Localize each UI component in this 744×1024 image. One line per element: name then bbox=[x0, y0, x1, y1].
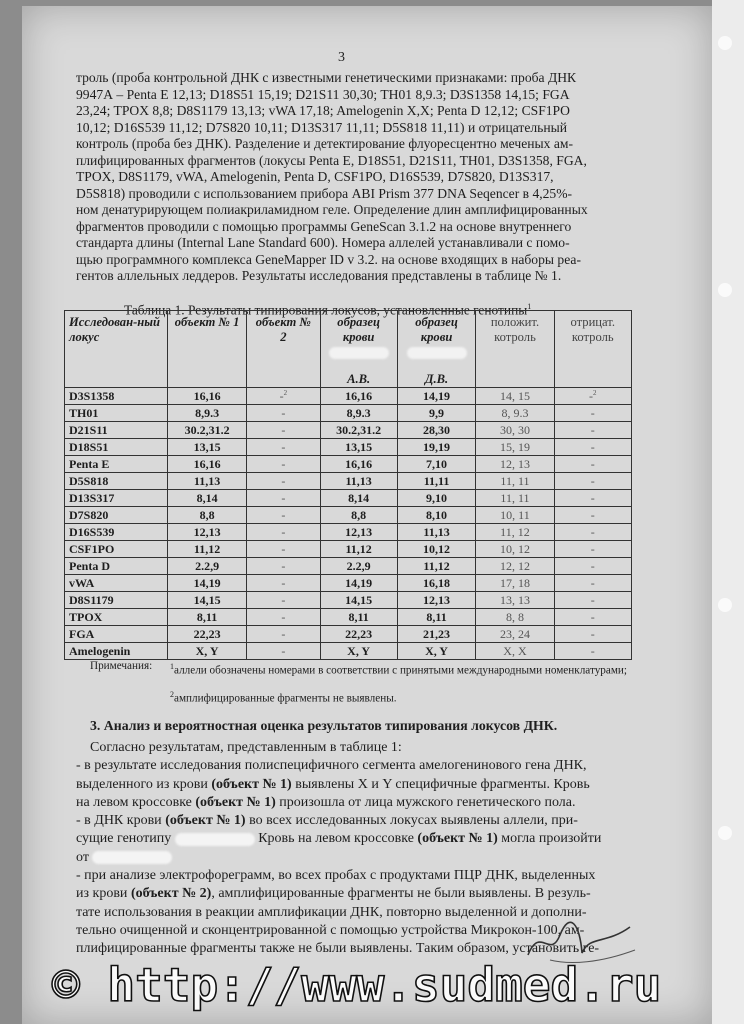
cell-obj2: - bbox=[247, 456, 320, 473]
cell-pos: 12, 12 bbox=[476, 558, 554, 575]
cell-b1: 12,13 bbox=[320, 524, 397, 541]
cell-b2: 19,19 bbox=[397, 439, 476, 456]
cell-neg: -$^2$ bbox=[554, 388, 631, 405]
redacted-name bbox=[329, 347, 389, 359]
cell-locus: D5S818 bbox=[65, 473, 168, 490]
cell-obj2: - bbox=[247, 643, 320, 660]
cell-neg: - bbox=[554, 473, 631, 490]
cell-obj1: 12,13 bbox=[168, 524, 247, 541]
cell-obj2: - bbox=[247, 439, 320, 456]
cell-b1: X, Y bbox=[320, 643, 397, 660]
header-object-2: объект № 2 bbox=[247, 311, 320, 388]
body-line: тате использования в реакции амплификации ДНК, повторно выделенной и дополни- bbox=[76, 904, 587, 920]
cell-b2: 11,11 bbox=[397, 473, 476, 490]
table-row bbox=[65, 626, 632, 643]
table-row bbox=[65, 541, 632, 558]
cell-locus: Penta E bbox=[65, 456, 168, 473]
cell-obj1: X, Y bbox=[168, 643, 247, 660]
table-row bbox=[65, 439, 632, 456]
cell-b1: 14,15 bbox=[320, 592, 397, 609]
cell-pos: 8, 9.3 bbox=[476, 405, 554, 422]
cell-b2: 10,12 bbox=[397, 541, 476, 558]
body-line: - при анализе электрофореграмм, во всех пробах с продуктами ПЦР ДНК, выделенных bbox=[76, 868, 596, 884]
cell-obj1: 14,19 bbox=[168, 575, 247, 592]
cell-locus: D3S1358 bbox=[65, 388, 168, 405]
cell-neg: - bbox=[554, 405, 631, 422]
body-line: тельно очищенной и сконцентрированной с помощью устройства Микрокон-100, ам- bbox=[76, 922, 585, 938]
cell-neg: - bbox=[554, 439, 631, 456]
cell-b1: 16,16 bbox=[320, 456, 397, 473]
punch-hole bbox=[718, 283, 732, 297]
cell-locus: FGA bbox=[65, 626, 168, 643]
genotype-table bbox=[64, 310, 632, 660]
cell-neg: - bbox=[554, 592, 631, 609]
cell-b2: X, Y bbox=[397, 643, 476, 660]
cell-locus: D18S51 bbox=[65, 439, 168, 456]
cell-obj1: 8,9.3 bbox=[168, 405, 247, 422]
cell-b2: 16,18 bbox=[397, 575, 476, 592]
cell-obj2: - bbox=[247, 507, 320, 524]
cell-obj1: 16,16 bbox=[168, 456, 247, 473]
cell-neg: - bbox=[554, 558, 631, 575]
cell-pos: 10, 12 bbox=[476, 541, 554, 558]
body-line: выделенного из крови (объект № 1) выявлены X и Y специфичные фрагменты. Кровь bbox=[76, 776, 590, 792]
cell-locus: D7S820 bbox=[65, 507, 168, 524]
body-line: плифицированные фрагменты также не были выявлены. Таким образом, установить ге- bbox=[76, 941, 600, 957]
cell-obj2: - bbox=[247, 558, 320, 575]
body-line: - в ДНК крови (объект № 1) во всех исследованных локусах выявлены аллели, при- bbox=[76, 813, 578, 829]
cell-obj1: 14,15 bbox=[168, 592, 247, 609]
cell-locus: D21S11 bbox=[65, 422, 168, 439]
cell-b1: 14,19 bbox=[320, 575, 397, 592]
table-row bbox=[65, 473, 632, 490]
cell-obj1: 16,16 bbox=[168, 388, 247, 405]
cell-b2: 12,13 bbox=[397, 592, 476, 609]
punch-hole bbox=[718, 598, 732, 612]
cell-obj1: 30.2,31.2 bbox=[168, 422, 247, 439]
intro-line: TPOX, D8S1179, vWA, Amelogenin, Penta D, CSF1PO, D16S539, D7S820, D13S317, bbox=[76, 169, 554, 184]
cell-b1: 30.2,31.2 bbox=[320, 422, 397, 439]
cell-obj2: - bbox=[247, 592, 320, 609]
cell-pos: 11, 11 bbox=[476, 490, 554, 507]
cell-obj2: - bbox=[247, 609, 320, 626]
cell-b2: 9,9 bbox=[397, 405, 476, 422]
cell-pos: 17, 18 bbox=[476, 575, 554, 592]
cell-b1: 16,16 bbox=[320, 388, 397, 405]
table-row bbox=[65, 609, 632, 626]
table-row bbox=[65, 456, 632, 473]
cell-b1: 2.2,9 bbox=[320, 558, 397, 575]
cell-obj1: 13,15 bbox=[168, 439, 247, 456]
page-number: 3 bbox=[338, 50, 345, 65]
cell-locus: TH01 bbox=[65, 405, 168, 422]
cell-obj1: 8,14 bbox=[168, 490, 247, 507]
table-caption: Таблица 1. Результаты типирования локусов, установленные генотипы$^1$ bbox=[124, 302, 532, 318]
cell-pos: 8, 8 bbox=[476, 609, 554, 626]
body-line: на левом кроссовке (объект № 1) произошла от лица мужского генетического пола. bbox=[76, 794, 576, 810]
cell-obj2: - bbox=[247, 490, 320, 507]
cell-b2: 11,13 bbox=[397, 524, 476, 541]
cell-b2: 21,23 bbox=[397, 626, 476, 643]
cell-obj2: - bbox=[247, 405, 320, 422]
punch-hole bbox=[718, 36, 732, 50]
cell-neg: - bbox=[554, 507, 631, 524]
table-row bbox=[65, 388, 632, 405]
cell-b1: 8,8 bbox=[320, 507, 397, 524]
cell-b2: 28,30 bbox=[397, 422, 476, 439]
intro-line: контроль (проба без ДНК). Разделение и детектирование флуоресцентно меченых ам- bbox=[76, 136, 574, 151]
cell-pos: 11, 12 bbox=[476, 524, 554, 541]
header-positive-control: положит. котроль bbox=[476, 311, 554, 388]
intro-line: плифицированных фрагментов (локусы Penta E, D18S51, D21S11, TH01, D3S1358, FGA, bbox=[76, 152, 587, 168]
cell-locus: TPOX bbox=[65, 609, 168, 626]
intro-line: D5S818) проводили с использованием прибора ABI Prism 377 DNA Seqencer в 4,25%- bbox=[76, 185, 573, 201]
cell-locus: D16S539 bbox=[65, 524, 168, 541]
cell-obj2: - bbox=[247, 422, 320, 439]
intro-line: гентов аллельных леддеров. Результаты исследования представлены в таблице № 1. bbox=[76, 268, 562, 283]
header-object-1: объект № 1 bbox=[168, 311, 247, 388]
table-row bbox=[65, 490, 632, 507]
cell-obj2: - bbox=[247, 575, 320, 592]
cell-neg: - bbox=[554, 541, 631, 558]
intro-line: троль (проба контрольной ДНК с известными генетическими признаками: проба ДНК bbox=[76, 70, 577, 85]
cell-obj1: 22,23 bbox=[168, 626, 247, 643]
body-line: из крови (объект № 2), амплифицированные фрагменты не были выявлены. В резуль- bbox=[76, 886, 591, 902]
body-line: сущие генотипу Кровь на левом кроссовке (объект № 1) могла произойти bbox=[76, 831, 602, 847]
table-row bbox=[65, 507, 632, 524]
cell-obj2: - bbox=[247, 524, 320, 541]
cell-locus: D13S317 bbox=[65, 490, 168, 507]
cell-b1: 13,15 bbox=[320, 439, 397, 456]
cell-neg: - bbox=[554, 456, 631, 473]
cell-neg: - bbox=[554, 609, 631, 626]
cell-b1: 8,11 bbox=[320, 609, 397, 626]
cell-obj2: - bbox=[247, 541, 320, 558]
cell-obj1: 8,11 bbox=[168, 609, 247, 626]
cell-pos: 13, 13 bbox=[476, 592, 554, 609]
header-blood-sample-1: образец крови А.В. bbox=[320, 311, 397, 388]
table-row bbox=[65, 422, 632, 439]
intro-line: стандарта длины (Internal Lane Standard 600). Номера аллелей устанавливали с помо- bbox=[76, 235, 570, 250]
cell-locus: D8S1179 bbox=[65, 592, 168, 609]
intro-line: ном денатурирующем полиакриламидном геле. Определение длин амплифицированных bbox=[76, 202, 588, 217]
table-row bbox=[65, 405, 632, 422]
cell-obj1: 2.2,9 bbox=[168, 558, 247, 575]
intro-paragraph bbox=[76, 70, 624, 285]
cell-pos: 30, 30 bbox=[476, 422, 554, 439]
body-line: Согласно результатам, представленным в таблице 1: bbox=[90, 740, 402, 755]
site-watermark: © http://www.sudmed.ru bbox=[52, 958, 662, 1012]
cell-b1: 22,23 bbox=[320, 626, 397, 643]
table-row bbox=[65, 558, 632, 575]
cell-pos: 12, 13 bbox=[476, 456, 554, 473]
cell-pos: 11, 11 bbox=[476, 473, 554, 490]
cell-b1: 11,12 bbox=[320, 541, 397, 558]
cell-obj1: 11,13 bbox=[168, 473, 247, 490]
cell-neg: - bbox=[554, 626, 631, 643]
body-line: от bbox=[76, 849, 656, 867]
note-2: $^2$амплифицированные фрагменты не выявлены. bbox=[170, 690, 397, 705]
cell-b2: 8,11 bbox=[397, 609, 476, 626]
cell-locus: Penta D bbox=[65, 558, 168, 575]
cell-b1: 11,13 bbox=[320, 473, 397, 490]
intro-line: 23,24; TPOX 8,8; D8S1179 13,13; vWA 17,18; Amelogenin X,X; Penta D 12,12; CSF1PO bbox=[76, 103, 570, 118]
header-negative-control: отрицат. котроль bbox=[554, 311, 631, 388]
scan-margin bbox=[712, 0, 744, 1024]
table-row bbox=[65, 592, 632, 609]
cell-obj1: 8,8 bbox=[168, 507, 247, 524]
header-blood-sample-2: образец крови Д.В. bbox=[397, 311, 476, 388]
note-1: $^1$аллели обозначены номерами в соответствии с принятыми международными номенклатурами; bbox=[170, 662, 628, 677]
cell-neg: - bbox=[554, 490, 631, 507]
cell-neg: - bbox=[554, 575, 631, 592]
punch-hole bbox=[718, 826, 732, 840]
cell-obj2: - bbox=[247, 473, 320, 490]
cell-b2: 8,10 bbox=[397, 507, 476, 524]
cell-b2: 11,12 bbox=[397, 558, 476, 575]
cell-pos: 10, 11 bbox=[476, 507, 554, 524]
section-heading: 3. Анализ и вероятностная оценка результатов типирования локусов ДНК. bbox=[90, 718, 558, 733]
cell-neg: - bbox=[554, 524, 631, 541]
cell-locus: Amelogenin bbox=[65, 643, 168, 660]
cell-locus: vWA bbox=[65, 575, 168, 592]
header-locus: Исследован-ный локус bbox=[65, 311, 168, 388]
intro-line: щью программного комплекса GeneMapper ID v 3.2. на основе входящих в наборы реа- bbox=[76, 251, 581, 267]
cell-neg: - bbox=[554, 643, 631, 660]
cell-locus: CSF1PO bbox=[65, 541, 168, 558]
notes-label: Примечания: bbox=[90, 660, 153, 672]
cell-b1: 8,14 bbox=[320, 490, 397, 507]
table-row bbox=[65, 575, 632, 592]
table-row bbox=[65, 643, 632, 660]
intro-line: фрагментов проводили с помощью программы GeneScan 3.1.2 на основе внутреннего bbox=[76, 218, 572, 234]
cell-obj2: - bbox=[247, 626, 320, 643]
cell-pos: 15, 19 bbox=[476, 439, 554, 456]
cell-pos: 23, 24 bbox=[476, 626, 554, 643]
cell-neg: - bbox=[554, 422, 631, 439]
intro-line: 10,12; D16S539 11,12; D7S820 10,11; D13S317 11,11; D5S818 11,11) и отрицательный bbox=[76, 119, 568, 135]
cell-pos: 14, 15 bbox=[476, 388, 554, 405]
body-line: - в результате исследования полиспецифичного сегмента амелогенинового гена ДНК, bbox=[76, 758, 587, 774]
cell-obj2: -$^2$ bbox=[247, 388, 320, 405]
table-row bbox=[65, 524, 632, 541]
cell-b2: 9,10 bbox=[397, 490, 476, 507]
cell-b2: 7,10 bbox=[397, 456, 476, 473]
cell-pos: X, X bbox=[476, 643, 554, 660]
cell-obj1: 11,12 bbox=[168, 541, 247, 558]
cell-b2: 14,19 bbox=[397, 388, 476, 405]
intro-line: 9947А – Penta E 12,13; D18S51 15,19; D21S11 30,30; TH01 8,9.3; D3S1358 14,15; FGA bbox=[76, 86, 570, 102]
redacted-name bbox=[407, 347, 467, 359]
cell-b1: 8,9.3 bbox=[320, 405, 397, 422]
